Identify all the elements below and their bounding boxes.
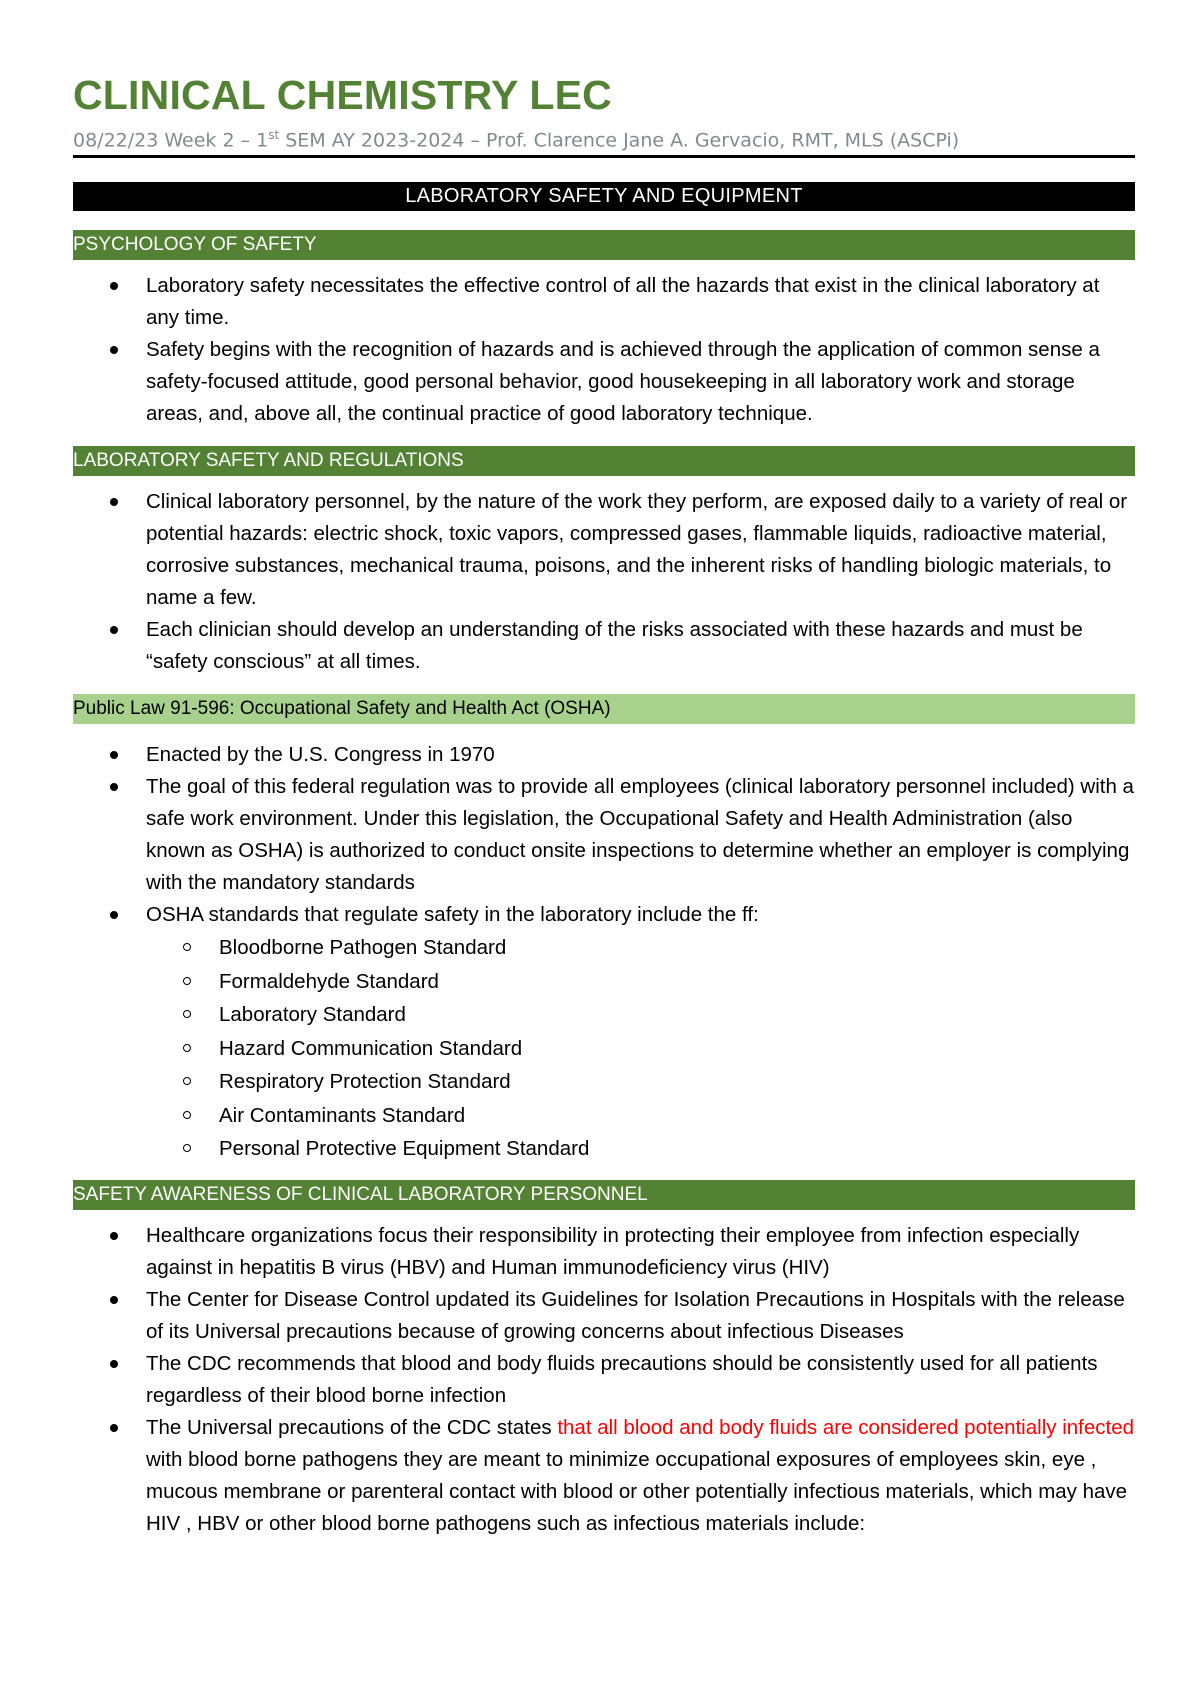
highlighted-text: that all blood and body fluids are considered potentially infected	[557, 1416, 1134, 1439]
sub-list-item: Personal Protective Equipment Standard	[146, 1132, 1135, 1166]
osha-standards-intro: OSHA standards that regulate safety in the laboratory include the ff:	[146, 903, 759, 926]
psychology-bullet-list	[73, 270, 1135, 430]
sub-list-item: Laboratory Standard	[146, 998, 1135, 1032]
section-heading-awareness: SAFETY AWARENESS OF CLINICAL LABORATORY PERSONNEL	[73, 1180, 1135, 1210]
sub-list-item: Hazard Communication Standard	[146, 1032, 1135, 1066]
section-heading-osha: Public Law 91-596: Occupational Safety and Health Act (OSHA)	[73, 694, 1135, 724]
universal-precautions-continuation: with blood borne pathogens they are meant to minimize occupational exposures of employees skin, eye , mucous membrane or parenteral contact with blood or other potentially infectious materials, which may have HIV , HBV or other blood borne pathogens such as infectious materials include:	[146, 1448, 1128, 1535]
sub-list-item: Formaldehyde Standard	[146, 965, 1135, 999]
list-item: The CDC recommends that blood and body fluids precautions should be consistently used for all patients regardless of their blood borne infection	[73, 1348, 1135, 1412]
sub-list-item: Respiratory Protection Standard	[146, 1065, 1135, 1099]
document-title: CLINICAL CHEMISTRY LEC	[73, 72, 612, 118]
osha-standards-list	[146, 931, 1135, 1166]
list-item: Safety begins with the recognition of hazards and is achieved through the application of common sense a safety-focused attitude, good personal behavior, good housekeeping in all laboratory work and storage areas, and, above all, the continual practice of good laboratory technique.	[73, 334, 1135, 430]
list-item: Laboratory safety necessitates the effective control of all the hazards that exist in the clinical laboratory at any time.	[73, 270, 1135, 334]
subtitle-ordinal: st	[268, 128, 280, 142]
sub-list-item: Air Contaminants Standard	[146, 1099, 1135, 1133]
awareness-bullet-list	[73, 1220, 1135, 1540]
list-item: Each clinician should develop an understanding of the risks associated with these hazards and must be “safety conscious” at all times.	[73, 614, 1135, 678]
subtitle-course-info: SEM AY 2023-2024 – Prof. Clarence Jane A. Gervacio, RMT, MLS (ASCPi)	[279, 129, 960, 152]
list-item	[73, 899, 1135, 1166]
topic-banner: LABORATORY SAFETY AND EQUIPMENT	[73, 182, 1135, 211]
document-subtitle	[73, 128, 1135, 151]
list-item: Enacted by the U.S. Congress in 1970	[73, 739, 1135, 771]
header-divider	[73, 155, 1135, 158]
list-item: Healthcare organizations focus their responsibility in protecting their employee from infection especially against in hepatitis B virus (HBV) and Human immunodeficiency virus (HIV)	[73, 1220, 1135, 1284]
list-item: The Center for Disease Control updated its Guidelines for Isolation Precautions in Hospitals with the release of its Universal precautions because of growing concerns about infectious Diseases	[73, 1284, 1135, 1348]
list-item	[73, 1412, 1135, 1540]
list-item: Clinical laboratory personnel, by the nature of the work they perform, are exposed daily to a variety of real or potential hazards: electric shock, toxic vapors, compressed gases, flammable liquids, radioactive material, corrosive substances, mechanical trauma, poisons, and the inherent risks of handling biologic materials, to name a few.	[73, 486, 1135, 614]
osha-bullet-list	[73, 739, 1135, 1166]
subtitle-date-week: 08/22/23 Week 2 – 1	[73, 129, 269, 152]
universal-precautions-text: The Universal precautions of the CDC states	[146, 1416, 558, 1439]
section-heading-regulations: LABORATORY SAFETY AND REGULATIONS	[73, 446, 1135, 476]
section-heading-psychology: PSYCHOLOGY OF SAFETY	[73, 230, 1135, 260]
sub-list-item: Bloodborne Pathogen Standard	[146, 931, 1135, 965]
regulations-bullet-list	[73, 486, 1135, 678]
list-item: The goal of this federal regulation was to provide all employees (clinical laboratory personnel included) with a safe work environment. Under this legislation, the Occupational Safety and Health Administration (also known as OSHA) is authorized to conduct onsite inspections to determine whether an employer is complying with the mandatory standards	[73, 771, 1135, 899]
